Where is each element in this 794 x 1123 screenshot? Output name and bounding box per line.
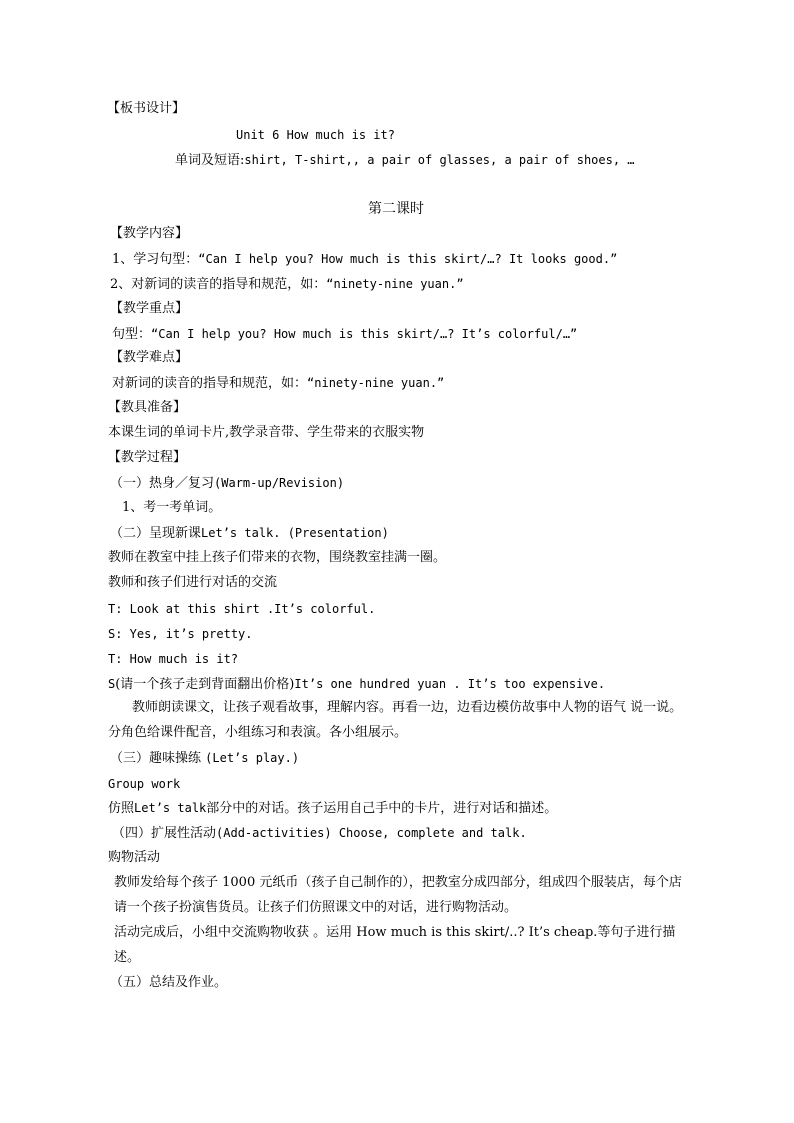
content-item-1 (112, 250, 617, 269)
process-paragraph-8: 活动完成后，小组中交流购物收获 。运用 How much is this skirt/..? It’s cheap.等句子进行描 (114, 925, 676, 940)
content-heading: 【教学内容】 (110, 226, 189, 241)
process-paragraph-7: 请一个孩子扮演售货员。让孩子们仿照课文中的对话，进行购物活动。 (114, 900, 518, 915)
process-step-2-en: Let’s talk. (Presentation) (201, 526, 389, 540)
content-item-1-text: “Can I help you? How much is this skirt/…? It looks good.” (198, 252, 618, 266)
content-item-2 (110, 275, 464, 294)
process-step-1-sub: 1、考一考单词。 (122, 500, 222, 515)
dialogue-line-4-en: It’s one hundred yuan . It’s too expensive. (294, 677, 606, 691)
process-paragraph-5 (108, 799, 557, 818)
key-points-label: 句型： (112, 327, 152, 342)
process-paragraph-9: 述。 (114, 950, 141, 965)
difficulties-label: 对新词的读音的指导和规范，如： (112, 376, 308, 391)
materials-text: 本课生词的单词卡片,教学录音带、学生带来的衣服实物 (108, 425, 425, 440)
process-step-3 (110, 749, 299, 768)
process-step-4 (112, 824, 527, 843)
process-step-4-en: (Add-activities) Choose, complete and talk. (216, 826, 527, 840)
materials-heading: 【教具准备】 (108, 400, 187, 415)
board-unit-title: Unit 6 How much is it? (236, 128, 395, 142)
process-step-3-en: (Let’s play.) (205, 751, 300, 765)
process-paragraph-5-en: Let’s talk (134, 801, 207, 815)
process-paragraph-4: 分角色给课件配音，小组练习和表演。各小组展示。 (108, 725, 408, 740)
content-item-2-text: “ninety-nine yuan.” (326, 277, 464, 291)
board-design-heading: 【板书设计】 (107, 101, 186, 116)
difficulties-heading: 【教学难点】 (110, 350, 189, 365)
process-heading: 【教学过程】 (108, 450, 187, 465)
process-step-2 (110, 524, 389, 543)
process-step-2-label: （二）呈现新课 (110, 526, 202, 541)
process-paragraph-3: 教师朗读课文，让孩子观看故事，理解内容。再看一边，边看边模仿故事中人物的语气 说一说。 (132, 700, 683, 715)
difficulties-line (112, 374, 444, 393)
key-points-line (112, 325, 577, 344)
process-step-1-label: （一）热身／复习 (110, 476, 215, 491)
group-work-label: Group work (108, 777, 181, 791)
process-paragraph-1: 教师在教室中挂上孩子们带来的衣物，围绕教室挂满一圈。 (108, 550, 447, 565)
key-points-heading: 【教学重点】 (110, 301, 189, 316)
lesson-title: 第二课时 (368, 201, 424, 217)
dialogue-line-2: S: Yes, it’s pretty. (108, 627, 253, 641)
process-paragraph-6: 教师发给每个孩子 1000 元纸币（孩子自己制作的），把教室分成四部分，组成四个服装店，每个店 (114, 875, 682, 890)
key-points-text: “Can I help you? How much is this skirt/…? It’s colorful/…” (151, 327, 578, 341)
dialogue-line-4-prefix: S (108, 677, 116, 691)
process-step-3-label: （三）趣味操练 (110, 751, 202, 766)
process-paragraph-2: 教师和孩子们进行对话的交流 (108, 575, 278, 590)
process-step-1 (110, 474, 344, 493)
dialogue-line-1: T: Look at this shirt .It’s colorful. (108, 602, 376, 616)
board-vocab-items: shirt, T-shirt,, a pair of glasses, a pair of shoes, … (244, 153, 635, 167)
content-item-1-label: 1、学习句型： (112, 252, 199, 267)
process-step-4-label: （四）扩展性活动 (112, 826, 217, 841)
process-step-1-en: (Warm-up/Revision) (214, 476, 345, 490)
process-step-5: （五）总结及作业。 (110, 975, 228, 990)
process-paragraph-5-b: 部分中的对话。孩子运用自己手中的卡片，进行对话和描述。 (206, 801, 558, 816)
content-item-2-label: 2、对新词的读音的指导和规范，如： (110, 277, 327, 292)
difficulties-text: “ninety-nine yuan.” (307, 376, 445, 390)
shopping-title: 购物活动 (108, 850, 161, 865)
board-vocab-label: 单词及短语: (175, 153, 245, 168)
dialogue-line-4-cn: (请一个孩子走到背面翻出价格) (115, 677, 295, 692)
dialogue-line-4 (108, 675, 605, 694)
board-vocab-line (175, 151, 635, 170)
dialogue-line-3: T: How much is it? (108, 652, 239, 666)
process-paragraph-5-a: 仿照 (108, 801, 135, 816)
